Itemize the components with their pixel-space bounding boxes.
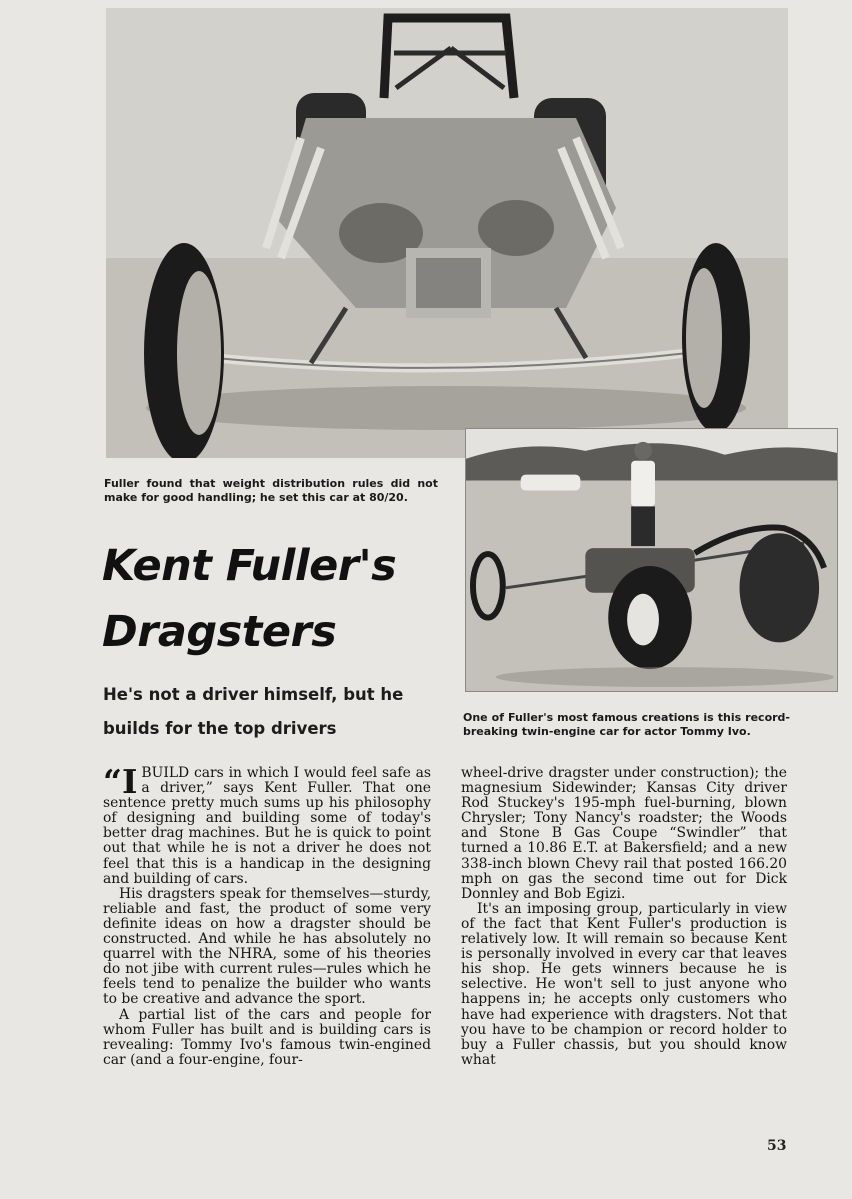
twin-engine-car-photo [465, 428, 838, 692]
dragster-front-view-image [106, 8, 788, 458]
article-column-1 [103, 762, 431, 1068]
article-column-2 [461, 766, 787, 1068]
tommy-ivo-car-image [466, 429, 837, 691]
page-number: 53 [767, 1138, 787, 1154]
paragraph: It's an imposing group, particularly in view of the fact that Kent Fuller's production is relatively low. It will remain so because Kent is personally involved in every car that leaves his shop. He gets winners because he is selective. He won't sell to just anyone who happens in; he accepts only customers who have had experience with dragsters. Not that you have to be champion or record holder to buy a Fuller chassis, but you should know what [461, 900, 787, 1068]
article-title: Kent Fuller's Dragsters [102, 541, 397, 657]
drop-cap: “I [103, 762, 138, 801]
paragraph: wheel-drive dragster under construction); the magnesium Sidewinder; Kansas City driver Rod Stuckey's 195-mph fuel-burning, blown Chrysler; Tony Nancy's roadster; the Woods and Stone B Gas Coupe “Swindler” that turned a 10.86 E.T. at Bakersfield; and a new 338-inch blown Chevy rail that posted 166.20 mph on gas the second time out for Dick Donnley and Bob Egizi. [461, 765, 787, 902]
paragraph: “IBUILD cars in which I would feel safe as a driver,” says Kent Fuller. That one sentence pretty much sums up his philosophy of designing and building some of today's better drag machines. But he is quick to point out that while he is not a driver he does not feel that this is a handicap in the designing and building of cars. [103, 762, 431, 887]
top-dragster-photo [106, 8, 788, 458]
article-subtitle: He's not a driver himself, but he builds for the top drivers [103, 685, 404, 738]
paragraph: His dragsters speak for themselves—sturdy, reliable and fast, the product of some very definite ideas on how a dragster should be constructed. And while he has absolutely no quarrel with the NHRA, some of his theories do not jibe with current rules—rules which he feels tend to penalize the builder who wants to be creative and advance the sport. [103, 885, 431, 1008]
paragraph: A partial list of the cars and people for whom Fuller has built and is building cars is revealing: Tommy Ivo's famous twin-engined car (and a four-engine, four- [103, 1006, 431, 1068]
bottom-photo-caption: One of Fuller's most famous creations is this record-breaking twin-engine car for actor Tommy Ivo. [463, 711, 790, 738]
top-photo-caption: Fuller found that weight distribution rules did not make for good handling; he set this car at 80/20. [104, 477, 438, 504]
